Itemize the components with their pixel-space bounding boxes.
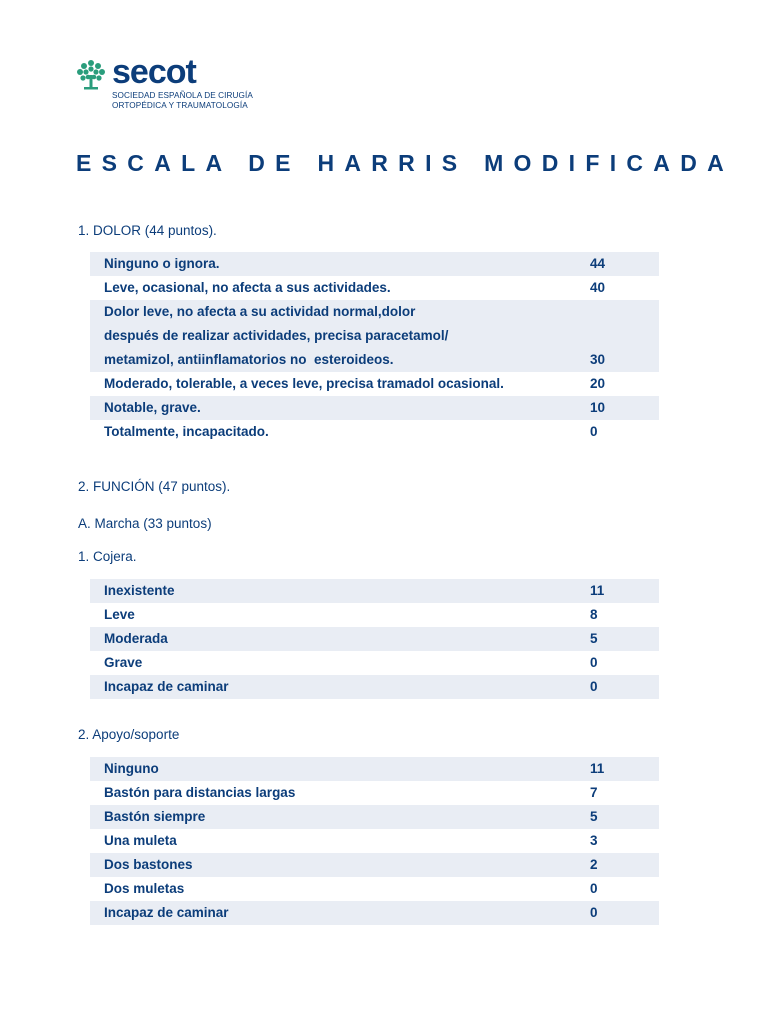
logo-subtitle xyxy=(112,91,253,111)
row-label: Inexistente xyxy=(104,583,175,598)
table-row xyxy=(90,372,659,396)
table-row xyxy=(90,901,659,925)
row-label: Bastón siempre xyxy=(104,809,206,824)
apoyo-table xyxy=(90,757,659,925)
row-label-line: después de realizar actividades, precisa paracetamol/ xyxy=(104,328,449,343)
row-label: Notable, grave. xyxy=(104,400,201,415)
row-points: 20 xyxy=(590,376,606,391)
row-label: Incapaz de caminar xyxy=(104,905,229,920)
subsection-heading-apoyo: 2. Apoyo/soporte xyxy=(78,727,180,742)
row-points: 11 xyxy=(590,583,605,598)
row-points: 44 xyxy=(590,256,606,271)
row-points: 10 xyxy=(590,400,606,415)
table-row xyxy=(90,877,659,901)
section-heading-dolor: 1. DOLOR (44 puntos). xyxy=(78,223,217,238)
secot-logo xyxy=(74,53,253,117)
row-points: 5 xyxy=(590,809,598,824)
table-row xyxy=(90,829,659,853)
row-points: 0 xyxy=(590,881,598,896)
logo-wordmark: secot xyxy=(112,53,196,91)
row-label: Leve, ocasional, no afecta a sus actividades. xyxy=(104,280,391,295)
row-points: 7 xyxy=(590,785,598,800)
row-label-line: metamizol, antiinflamatorios no esteroideos. xyxy=(104,352,394,367)
table-row xyxy=(90,579,659,603)
cojera-table xyxy=(90,579,659,699)
row-points: 0 xyxy=(590,424,598,439)
table-row xyxy=(90,675,659,699)
row-points: 0 xyxy=(590,655,598,670)
table-row xyxy=(90,781,659,805)
subsection-heading-marcha: A. Marcha (33 puntos) xyxy=(78,516,212,531)
subsection-heading-cojera: 1. Cojera. xyxy=(78,549,137,564)
page-title: ESCALA DE HARRIS MODIFICADA xyxy=(76,150,735,176)
logo-subtitle-line-1: SOCIEDAD ESPAÑOLA DE CIRUGÍA xyxy=(112,91,253,100)
row-label xyxy=(104,300,574,372)
row-label: Moderada xyxy=(104,631,168,646)
table-row xyxy=(90,853,659,877)
table-row xyxy=(90,603,659,627)
dolor-table xyxy=(90,252,659,444)
row-label: Ninguno o ignora. xyxy=(104,256,220,271)
tree-logo-icon xyxy=(74,57,108,91)
row-label: Incapaz de caminar xyxy=(104,679,229,694)
row-points: 2 xyxy=(590,857,598,872)
table-row xyxy=(90,252,659,276)
row-label: Grave xyxy=(104,655,143,670)
row-label: Ninguno xyxy=(104,761,159,776)
row-label: Dos bastones xyxy=(104,857,193,872)
row-points: 11 xyxy=(590,761,605,776)
row-points: 5 xyxy=(590,631,598,646)
row-label: Moderado, tolerable, a veces leve, precisa tramadol ocasional. xyxy=(104,376,504,391)
table-row xyxy=(90,276,659,300)
table-row xyxy=(90,300,659,372)
row-points: 3 xyxy=(590,833,598,848)
section-heading-funcion: 2. FUNCIÓN (47 puntos). xyxy=(78,479,231,494)
table-row xyxy=(90,805,659,829)
row-points: 8 xyxy=(590,607,598,622)
row-points: 0 xyxy=(590,905,598,920)
table-row xyxy=(90,420,659,444)
row-label: Leve xyxy=(104,607,135,622)
table-row xyxy=(90,627,659,651)
row-label-line: Dolor leve, no afecta a su actividad normal,dolor xyxy=(104,304,416,319)
row-points: 0 xyxy=(590,679,598,694)
row-points: 40 xyxy=(590,280,606,295)
table-row xyxy=(90,396,659,420)
row-label: Totalmente, incapacitado. xyxy=(104,424,269,439)
table-row xyxy=(90,757,659,781)
row-points: 30 xyxy=(590,352,606,367)
row-label: Bastón para distancias largas xyxy=(104,785,296,800)
logo-subtitle-line-2: ORTOPÉDICA Y TRAUMATOLOGÍA xyxy=(112,101,248,110)
row-label: Dos muletas xyxy=(104,881,185,896)
row-label: Una muleta xyxy=(104,833,177,848)
table-row xyxy=(90,651,659,675)
